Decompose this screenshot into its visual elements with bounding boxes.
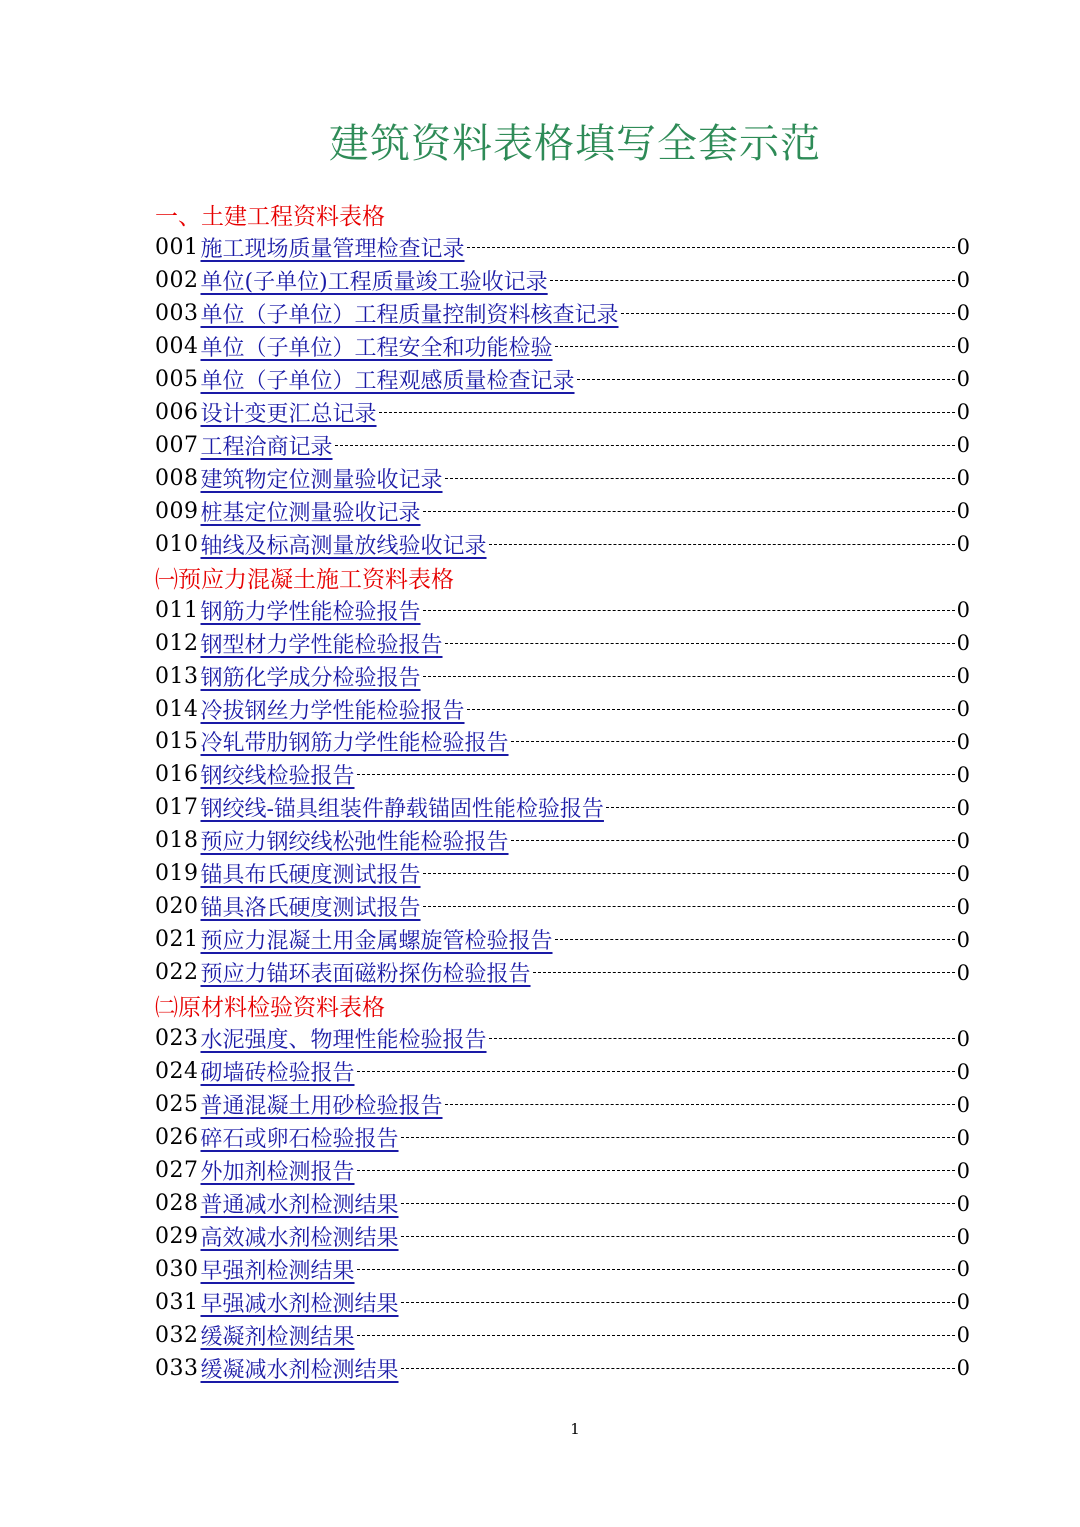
dotted-leader [401,1137,955,1138]
entry-link[interactable]: 冷拔钢丝力学性能检验报告 [200,698,465,724]
toc-entry [155,297,970,330]
dotted-leader [357,774,955,775]
entry-page-number: 0 [956,828,970,853]
entry-link[interactable]: 预应力锚环表面磁粉探伤检验报告 [200,962,531,988]
dotted-leader [511,741,955,742]
entry-page-number: 0 [956,301,970,326]
entry-number: 029 [155,1224,199,1250]
toc-entry [155,1253,970,1286]
entry-number: 008 [155,465,199,491]
entry-number: 027 [155,1158,199,1184]
entry-number: 021 [155,927,199,953]
dotted-leader [555,939,955,940]
dotted-leader [423,676,955,677]
toc-entry [155,1088,970,1121]
entry-link[interactable]: 砌墙砖检验报告 [200,1061,355,1087]
entry-page-number: 0 [956,1257,970,1282]
toc-entry [155,1319,970,1352]
entry-number: 016 [155,762,199,788]
entry-link[interactable]: 施工现场质量管理检查记录 [200,236,465,262]
entry-page-number: 0 [956,1026,970,1051]
dotted-leader [357,1071,955,1072]
entry-page-number: 0 [956,433,970,458]
toc-entry [155,1352,970,1385]
entry-number: 010 [155,531,199,557]
entry-link[interactable]: 单位（子单位）工程观感质量检查记录 [200,368,575,394]
toc-entry [155,758,970,791]
entry-link[interactable]: 工程洽商记录 [200,434,333,460]
toc-entry [155,824,970,857]
entry-link[interactable]: 设计变更汇总记录 [200,401,377,427]
toc-entry [155,231,970,264]
document-title: 建筑资料表格填写全套示范 [329,121,821,167]
entry-link[interactable]: 缓凝剂检测结果 [200,1324,355,1350]
entry-page-number: 0 [956,268,970,293]
entry-link[interactable]: 碎石或卵石检验报告 [200,1127,399,1153]
dotted-leader [489,1038,955,1039]
toc-entry [155,1220,970,1253]
entry-link[interactable]: 建筑物定位测量验收记录 [200,467,443,493]
dotted-leader [401,1236,955,1237]
entry-page-number: 0 [956,1191,970,1216]
entry-page-number: 0 [956,762,970,787]
entry-page-number: 0 [956,861,970,886]
entry-page-number: 0 [956,1356,970,1381]
entry-page-number: 0 [956,729,970,754]
dotted-leader [621,313,955,314]
entry-link[interactable]: 钢绞线检验报告 [200,764,355,790]
entry-number: 015 [155,729,199,755]
dotted-leader [445,478,955,479]
entry-number: 020 [155,894,199,920]
entry-link[interactable]: 缓凝减水剂检测结果 [200,1357,399,1383]
dotted-leader [606,807,955,808]
toc-entry [155,396,970,429]
section-heading: ㈡原材料检验资料表格 [155,995,385,1022]
entry-link[interactable]: 水泥强度、物理性能检验报告 [200,1028,487,1054]
entry-page-number: 0 [956,1224,970,1249]
entry-number: 012 [155,630,199,656]
toc-entry [155,693,970,726]
dotted-leader [401,1203,955,1204]
entry-number: 014 [155,696,199,722]
entry-link[interactable]: 钢型材力学性能检验报告 [200,632,443,658]
entry-number: 023 [155,1026,199,1052]
dotted-leader [550,280,955,281]
toc-entry [155,264,970,297]
entry-number: 031 [155,1289,199,1315]
table-of-contents [155,198,970,1385]
entry-number: 028 [155,1191,199,1217]
entry-page-number: 0 [956,1125,970,1150]
entry-page-number: 0 [956,466,970,491]
entry-link[interactable]: 锚具布氏硬度测试报告 [200,863,421,889]
toc-entry [155,462,970,495]
entry-number: 007 [155,432,199,458]
entry-page-number: 0 [956,1290,970,1315]
entry-page-number: 0 [956,598,970,623]
entry-number: 024 [155,1059,199,1085]
entry-link[interactable]: 单位(子单位)工程质量竣工验收记录 [200,269,548,295]
toc-entry [155,791,970,824]
dotted-leader [357,1170,955,1171]
dotted-leader [379,412,955,413]
entry-number: 005 [155,366,199,392]
toc-entry [155,330,970,363]
entry-number: 019 [155,861,199,887]
entry-page-number: 0 [956,1092,970,1117]
entry-link[interactable]: 桩基定位测量验收记录 [200,500,421,526]
entry-number: 018 [155,828,199,854]
dotted-leader [423,873,955,874]
toc-entry [155,1121,970,1154]
entry-page-number: 0 [956,1323,970,1348]
dotted-leader [577,379,955,380]
entry-number: 002 [155,267,199,293]
entry-link[interactable]: 早强减水剂检测结果 [200,1291,399,1317]
entry-page-number: 0 [956,697,970,722]
dotted-leader [489,544,955,545]
entry-number: 033 [155,1355,199,1381]
entry-page-number: 0 [956,1059,970,1084]
dotted-leader [533,972,955,973]
dotted-leader [401,1368,955,1369]
dotted-leader [401,1302,955,1303]
toc-entry [155,857,970,890]
entry-number: 003 [155,300,199,326]
toc-entry [155,627,970,660]
entry-number: 004 [155,333,199,359]
toc-entry [155,890,970,923]
entry-link[interactable]: 普通混凝土用砂检验报告 [200,1094,443,1120]
entry-link[interactable]: 钢绞线-锚具组装件静载锚固性能检验报告 [200,797,604,823]
entry-number: 011 [155,597,199,623]
toc-entry [155,726,970,759]
entry-number: 017 [155,795,199,821]
entry-number: 009 [155,498,199,524]
entry-page-number: 0 [956,1158,970,1183]
toc-entry [155,1055,970,1088]
entry-number: 032 [155,1322,199,1348]
dotted-leader [467,709,955,710]
toc-entry [155,495,970,528]
toc-entry [155,956,970,989]
entry-page-number: 0 [956,532,970,557]
entry-page-number: 0 [956,960,970,985]
entry-page-number: 0 [956,927,970,952]
entry-link[interactable]: 锚具洛氏硬度测试报告 [200,896,421,922]
toc-entry [155,1286,970,1319]
entry-page-number: 0 [956,664,970,689]
toc-entry [155,363,970,396]
dotted-leader [423,610,955,611]
entry-link[interactable]: 冷轧带肋钢筋力学性能检验报告 [200,731,509,757]
toc-entry [155,594,970,627]
entry-link[interactable]: 高效减水剂检测结果 [200,1226,399,1252]
toc-entry [155,1187,970,1220]
dotted-leader [357,1335,955,1336]
entry-page-number: 0 [956,235,970,260]
entry-number: 030 [155,1256,199,1282]
entry-link[interactable]: 轴线及标高测量放线验收记录 [200,533,487,559]
dotted-leader [467,247,955,248]
toc-entry [155,660,970,693]
dotted-leader [511,840,955,841]
entry-link[interactable]: 预应力钢绞线松弛性能检验报告 [200,830,509,856]
entry-page-number: 0 [956,499,970,524]
entry-page-number: 0 [956,894,970,919]
entry-link[interactable]: 钢筋化学成分检验报告 [200,665,421,691]
page-number: 1 [570,1420,580,1438]
entry-link[interactable]: 预应力混凝土用金属螺旋管检验报告 [200,929,553,955]
entry-number: 001 [155,234,199,260]
entry-page-number: 0 [956,400,970,425]
entry-link[interactable]: 普通减水剂检测结果 [200,1193,399,1219]
dotted-leader [335,445,955,446]
toc-entry [155,1022,970,1055]
entry-page-number: 0 [956,795,970,820]
entry-link[interactable]: 外加剂检测报告 [200,1160,355,1186]
entry-page-number: 0 [956,631,970,656]
toc-entry [155,429,970,462]
dotted-leader [423,906,955,907]
dotted-leader [423,511,955,512]
entry-link[interactable]: 单位（子单位）工程质量控制资料核查记录 [200,302,619,328]
section-heading: ㈠预应力混凝土施工资料表格 [155,566,454,593]
entry-link[interactable]: 单位（子单位）工程安全和功能检验 [200,335,553,361]
entry-number: 025 [155,1092,199,1118]
entry-link[interactable]: 早强剂检测结果 [200,1258,355,1284]
toc-entry [155,1154,970,1187]
toc-entry [155,923,970,956]
entry-number: 022 [155,960,199,986]
entry-number: 013 [155,663,199,689]
dotted-leader [555,346,955,347]
dotted-leader [445,1104,955,1105]
entry-page-number: 0 [956,367,970,392]
entry-page-number: 0 [956,334,970,359]
dotted-leader [357,1269,955,1270]
entry-link[interactable]: 钢筋力学性能检验报告 [200,599,421,625]
section-heading: 一、土建工程资料表格 [155,203,385,230]
entry-number: 006 [155,399,199,425]
entry-number: 026 [155,1125,199,1151]
dotted-leader [445,643,955,644]
toc-entry [155,528,970,561]
